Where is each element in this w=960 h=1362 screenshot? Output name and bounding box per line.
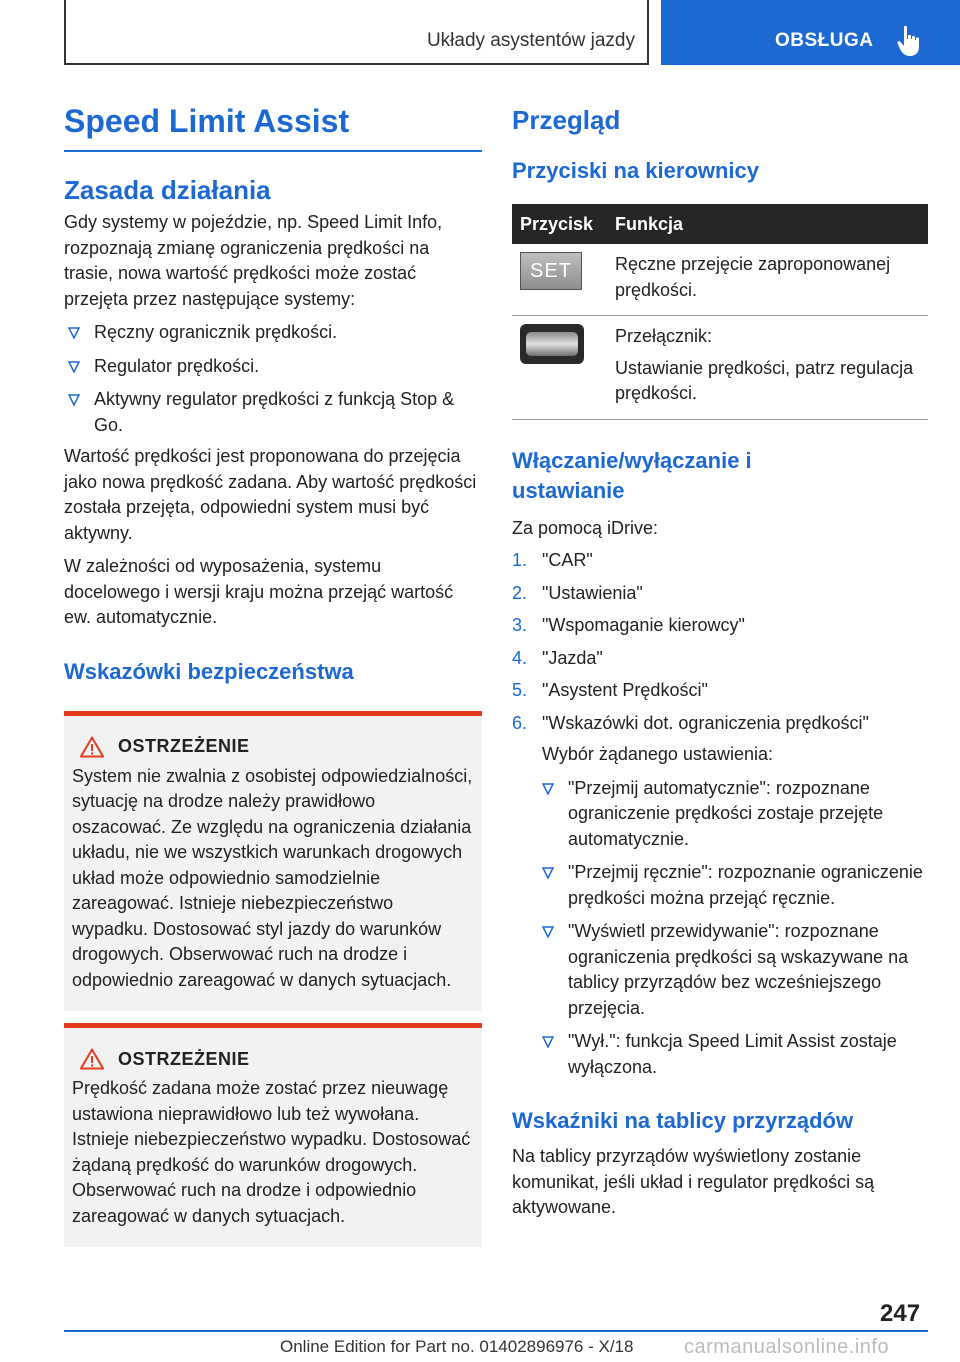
table-row <box>512 316 928 420</box>
warning-label: OSTRZEŻENIE <box>118 1048 250 1069</box>
list-item: 5. "Asystent Prędkości" <box>512 680 708 700</box>
triangle-bullet-icon <box>542 867 554 879</box>
table-cell-icon <box>512 244 607 316</box>
table-header-row <box>512 204 928 244</box>
options-list <box>512 776 928 1081</box>
list-item: 2. "Ustawienia" <box>512 582 643 603</box>
onoff-heading: Włączanie/wyłączanie i ustawianie <box>512 447 752 503</box>
pointing-hand-icon <box>897 25 923 57</box>
list-item: "Wył.": funkcja Speed Limit Assist zostaje wyłączona. <box>538 1029 928 1080</box>
table-cell-function: Ręczne przejęcie zaproponowanej prędkości. <box>607 244 928 316</box>
warning-triangle-icon <box>80 736 104 758</box>
chapter-tab-label: OBSŁUGA <box>775 30 874 51</box>
rocker-switch-icon <box>520 324 584 364</box>
right-column <box>512 100 928 1221</box>
table-cell-function: Przełącznik: Ustawianie prędkości, patrz regulacja prędkości. <box>607 316 928 420</box>
choose-setting-text: Wybór żądanego ustawienia: <box>542 744 773 764</box>
set-button-icon: SET <box>520 252 582 290</box>
left-column <box>64 100 482 1247</box>
triangle-bullet-icon <box>68 327 80 339</box>
principle-list <box>64 320 482 438</box>
safety-heading: Wskazówki bezpieczeństwa <box>64 658 354 684</box>
list-item: Regulator prędkości. <box>64 354 482 380</box>
list-item: "Przejmij ręcznie": rozpoznanie ograniczenie prędkości można przejąć ręcznie. <box>538 860 928 911</box>
list-item: 3. "Wspomaganie kierowcy" <box>512 615 745 635</box>
indicators-text: Na tablicy przyrządów wyświetlony zostanie komunikat, jeśli układ i regulator prędkości są aktywowane. <box>512 1146 875 1217</box>
table-cell-icon <box>512 316 607 420</box>
list-item: Ręczny ogranicznik prędkości. <box>64 320 482 346</box>
principle-heading: Zasada działania <box>64 175 271 205</box>
principle-para-2: W zależności od wyposażenia, systemu docelowego i wersji kraju można przejąć wartość ew. automatycznie. <box>64 556 454 627</box>
footer-divider <box>64 1330 928 1332</box>
list-item: 6. "Wskazówki dot. ograniczenia prędkości" <box>512 712 869 733</box>
chapter-tab[interactable] <box>661 0 960 65</box>
buttons-heading: Przyciski na kierownicy <box>512 158 760 183</box>
list-item: 4. "Jazda" <box>512 647 603 668</box>
list-item: "Wyświetl przewidywanie": rozpoznane ograniczenia prędkości są wskazywane na tablicy przyrządów bez wcześniejszego przejęcia. <box>538 919 928 1021</box>
warning-header <box>72 734 474 760</box>
list-item: 1. "CAR" <box>512 550 593 570</box>
triangle-bullet-icon <box>68 361 80 373</box>
indicators-heading: Wskaźniki na tablicy przyrządów <box>512 1108 854 1133</box>
warning-box <box>64 1023 482 1247</box>
warning-header <box>72 1046 474 1072</box>
triangle-bullet-icon <box>542 926 554 938</box>
warning-triangle-icon <box>80 1048 104 1070</box>
steps-list <box>512 548 928 736</box>
section-title: Układy asystentów jazdy <box>426 30 635 51</box>
page-title: Speed Limit Assist <box>64 100 482 152</box>
triangle-bullet-icon <box>542 783 554 795</box>
warning-text: Prędkość zadana może zostać przez nieuwagę ustawiona nieprawidłowo lub też wywołana. Istnieje niebezpieczeństwo wypadku. Dostosować żądaną prędkość do warunków drogowych. Obserwować ruch na drodze i odpowiednio zareagować w danych sytuacjach. <box>72 1078 471 1226</box>
principle-intro: Gdy systemy w pojeździe, np. Speed Limit Info, rozpoznają zmianę ograniczenia prędkości na trasie, nowa wartość prędkości może zostać przejęta przez następujące systemy: <box>64 212 443 309</box>
warning-label: OSTRZEŻENIE <box>118 736 250 756</box>
col-header-button: Przycisk <box>512 204 607 244</box>
triangle-bullet-icon <box>542 1036 554 1048</box>
footer-edition: Online Edition for Part no. 01402896976 - X/18 <box>280 1337 634 1356</box>
col-header-function: Funkcja <box>607 204 928 244</box>
triangle-bullet-icon <box>68 394 80 406</box>
table-row <box>512 244 928 316</box>
list-item: "Przejmij automatycznie": rozpoznane ograniczenie prędkości zostaje przejęte automatycznie. <box>538 776 928 853</box>
page-number: 247 <box>880 1300 921 1327</box>
watermark: carmanualsonline.info <box>684 1336 890 1358</box>
header-section-box <box>64 0 649 65</box>
onoff-intro: Za pomocą iDrive: <box>512 517 659 538</box>
list-item: Aktywny regulator prędkości z funkcją Stop & Go. <box>64 387 482 438</box>
overview-heading: Przegląd <box>512 105 621 135</box>
buttons-table <box>512 204 928 420</box>
warning-box <box>64 711 482 1012</box>
principle-para-1: Wartość prędkości jest proponowana do przejęcia jako nowa prędkość zadana. Aby wartość prędkości została przejęta, odpowiedni system musi być aktywny. <box>64 446 477 543</box>
warning-text: System nie zwalnia z osobistej odpowiedzialności, sytuację na drodze należy prawidłowo oszacować. Ze względu na ograniczenia działania układu, nie we wszystkich warunkach drogowych układ może odpowiednio samodzielnie zareagować. Istnieje niebezpieczeństwo wypadku. Dostosować styl jazdy do warunków drogowych. Obserwować ruch na drodze i odpowiednio zareagować w danych sytuacjach. <box>72 765 473 990</box>
